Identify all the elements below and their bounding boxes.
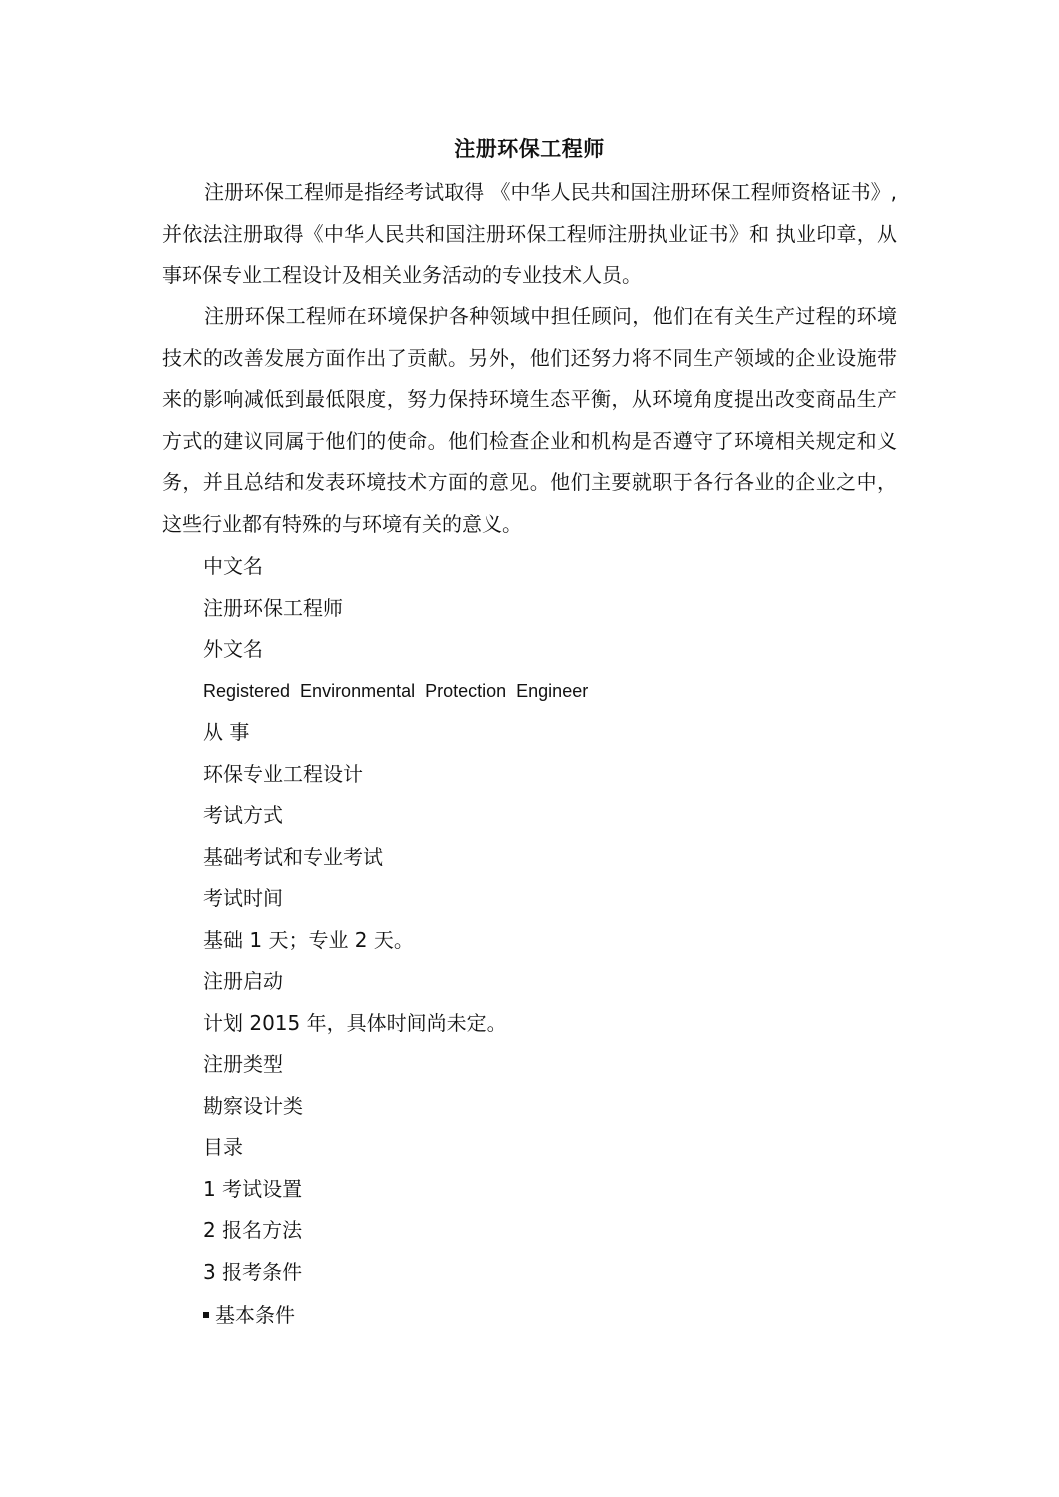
basic-conditions-item bbox=[203, 1295, 295, 1337]
info-value-chinese-name: 注册环保工程师 bbox=[203, 595, 343, 620]
info-value-registration-type: 勘察设计类 bbox=[203, 1093, 303, 1118]
paragraph-role: 注册环保工程师在环境保护各种领域中担任顾问，他们在有关生产过程的环境技术的改善发展方面作出了贡献。另外，他们还努力将不同生产领域的企业设施带来的影响减低到最低限度，努力保持环境生态平衡，从环境角度提出改变商品生产方式的建议同属于他们的使命。他们检查企业和机构是否遵守了环境相关规定和义务，并且总结和发表环境技术方面的意见。他们主要就职于各行各业的企业之中，这些行业都有特殊的与环境有关的意义。 bbox=[162, 304, 897, 536]
info-label-foreign-name: 外文名 bbox=[203, 637, 263, 661]
toc-item-registration-method: 2 报名方法 bbox=[203, 1218, 303, 1242]
info-list bbox=[203, 546, 903, 1293]
info-label-chinese-name: 中文名 bbox=[203, 554, 263, 578]
info-label-exam-method: 考试方式 bbox=[203, 803, 283, 827]
square-bullet-icon bbox=[203, 1312, 209, 1318]
info-label-registration-type: 注册类型 bbox=[203, 1052, 283, 1076]
info-value-exam-method: 基础考试和专业考试 bbox=[203, 844, 383, 869]
paragraph-definition: 注册环保工程师是指经考试取得 《中华人民共和国注册环保工程师资格证书》,并依法注册取得《中华人民共和国注册环保工程师注册执业证书》和 执业印章，从事环保专业工程设计及相关业务活动的专业技术人员。 bbox=[162, 180, 897, 287]
toc-item-exam-setup: 1 考试设置 bbox=[203, 1176, 303, 1201]
info-label-registration-start: 注册启动 bbox=[203, 969, 283, 993]
info-value-registration-start: 计划 2015 年，具体时间尚未定。 bbox=[203, 1010, 507, 1035]
info-value-exam-time: 基础 1 天；专业 2 天。 bbox=[203, 927, 414, 952]
toc-item-application-conditions: 3 报考条件 bbox=[203, 1259, 303, 1284]
basic-conditions-label: 基本条件 bbox=[215, 1303, 295, 1327]
toc-heading: 目录 bbox=[203, 1135, 243, 1159]
info-value-engaged-in: 环保专业工程设计 bbox=[203, 761, 363, 786]
info-label-engaged-in: 从 事 bbox=[203, 720, 250, 744]
info-label-exam-time: 考试时间 bbox=[203, 886, 283, 910]
document-title: 注册环保工程师 bbox=[454, 137, 605, 161]
info-value-foreign-name: Registered Environmental Protection Engineer bbox=[203, 680, 589, 701]
